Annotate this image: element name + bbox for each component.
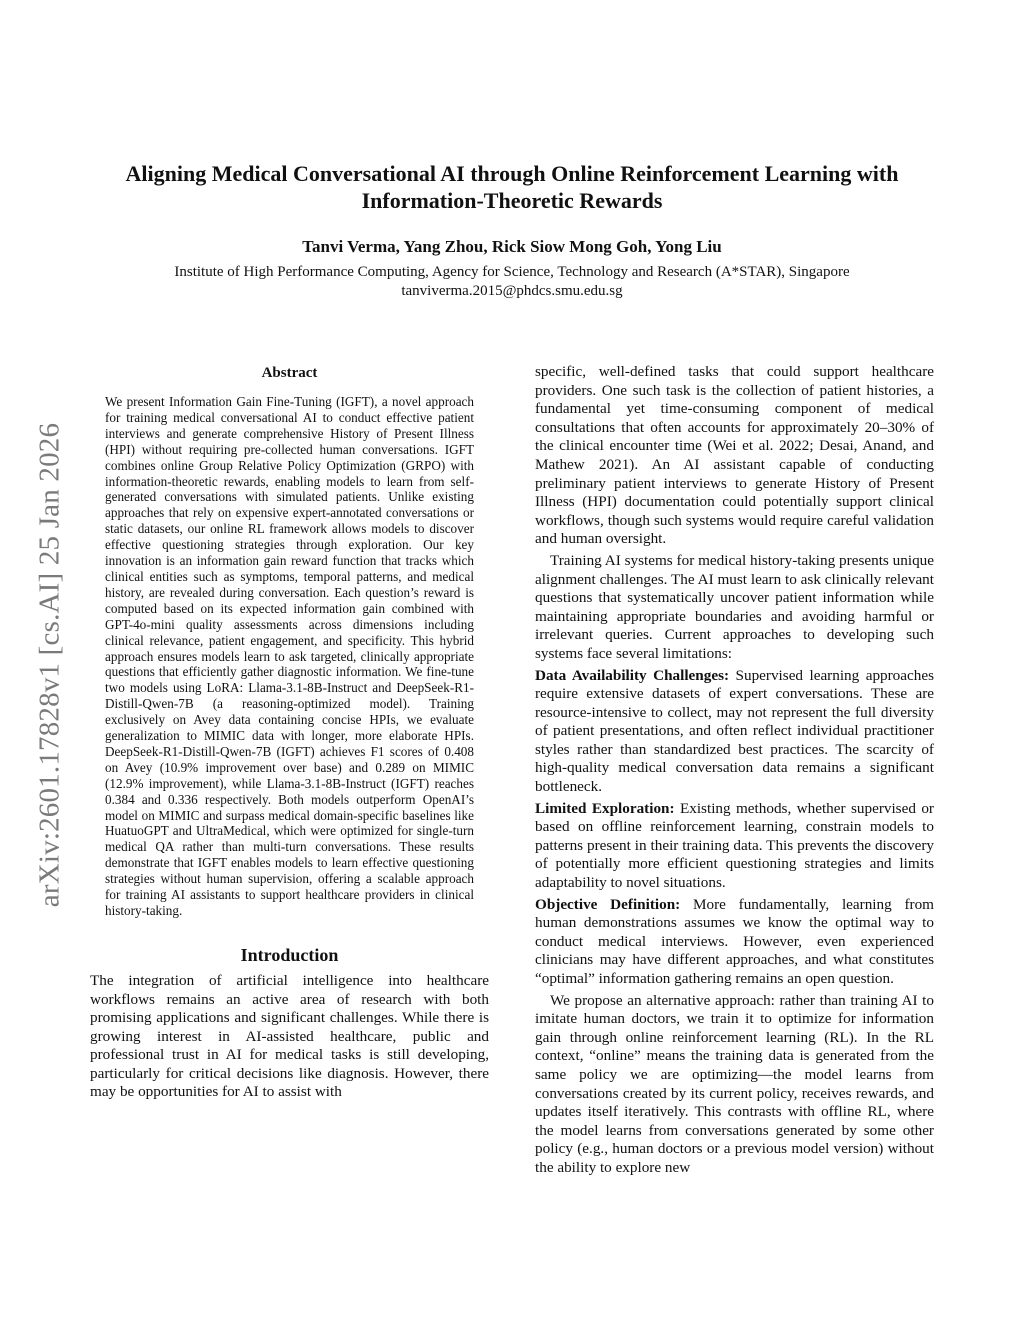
right-column xyxy=(535,363,934,1178)
challenge-limited-exploration xyxy=(535,800,934,893)
challenge-label: Data Availability Challenges: xyxy=(535,666,730,684)
arxiv-identifier-stamp: arXiv:2601.17828v1 [cs.AI] 25 Jan 2026 xyxy=(33,422,66,908)
abstract-text: We present Information Gain Fine-Tuning (IGFT), a novel approach for training medical conversational AI to conduct effective patient interviews and generate comprehensive History of Present Illness (HPI) without requiring pre-collected human conversations. IGFT combines online Group Relative Policy Optimization (GRPO) with information-theoretic rewards, enabling models to learn from self-generated conversations with simulated patients. Unlike existing approaches that rely on expensive expert-annotated conversations or static datasets, our online RL framework allows models to discover effective questioning strategies through exploration. Our key innovation is an information gain reward function that tracks which clinical entities such as symptoms, temporal patterns, and medical history, are revealed during conversation. Each question’s reward is computed based on its expected information gain combined with GPT-4o-mini quality assessments across dimensions including clinical relevance, patient engagement, and specificity. This hybrid approach ensures models learn to ask targeted, clinically appropriate questions that efficiently gather diagnostic information. We fine-tune two models using LoRA: Llama-3.1-8B-Instruct and DeepSeek-R1-Distill-Qwen-7B (a reasoning-optimized model). Training exclusively on Avey data containing concise HPIs, we evaluate generalization to MIMIC data with longer, more elaborate HPIs. DeepSeek-R1-Distill-Qwen-7B (IGFT) achieves F1 scores of 0.408 on Avey (10.9% improvement over base) and 0.289 on MIMIC (12.9% improvement), while Llama-3.1-8B-Instruct (IGFT) reaches 0.384 and 0.336 respectively. Both models outperform OpenAI’s model on MIMIC and surpass medical domain-specific baselines like HuatuoGPT and UltraMedical, which were optimized for single-turn medical QA rather than multi-turn conversations. These results demonstrate that IGFT enables models to learn effective questioning strategies without human supervision, offering a scalable approach for training AI assistants to support healthcare providers in clinical history-taking. xyxy=(105,394,474,918)
intro-paragraph-3: We propose an alternative approach: rather than training AI to imitate human doctors, we train it to optimize for information gain through online reinforcement learning (RL). In the RL context, “online” means the training data is generated from the same policy we are optimizing—the model learns from conversations created by its current policy, receives rewards, and updates itself iteratively. This contrasts with offline RL, where the model learns from conversations generated by some other policy (e.g., human doctors or a previous model version) without the ability to explore new xyxy=(535,991,934,1176)
challenge-label: Limited Exploration: xyxy=(535,799,675,817)
title-line-1: Aligning Medical Conversational AI through Online Reinforcement Learning with xyxy=(125,161,899,186)
paper-header xyxy=(80,160,944,301)
contact-email: tanviverma.2015@phdcs.smu.edu.sg xyxy=(401,283,623,299)
challenge-label: Objective Definition: xyxy=(535,895,681,913)
affiliation: Institute of High Performance Computing, Agency for Science, Technology and Research (A*STAR), Singapore xyxy=(174,264,850,280)
abstract-heading: Abstract xyxy=(261,365,318,381)
challenge-text: Supervised learning approaches require extensive datasets of expert conversations. These are resource-intensive to collect, may not represent the full diversity of patient presentations, and often reflect individual practitioner styles rather than standardized best practices. The scarcity of high-quality medical conversation data remains a significant bottleneck. xyxy=(535,666,935,796)
intro-paragraph-1-part-2: specific, well-defined tasks that could support healthcare providers. One such task is the collection of patient histories, a fundamental yet time-consuming component of medical consultations that often accounts for approximately 20–30% of the clinical encounter time (Wei et al. 2022; Desai, Anand, and Mathew 2021). An AI assistant capable of conducting preliminary patient interviews to generate History of Present Illness (HPI) documentation could potentially support clinical workflows, though such systems would require careful validation and human oversight. xyxy=(535,363,934,548)
challenge-text: More fundamentally, learning from human demonstrations assumes we know the optimal way to conduct medical interviews. However, even experienced clinicians may have different approaches, and what constitutes “optimal” information gathering remains an open question. xyxy=(535,895,934,987)
author-list: Tanvi Verma, Yang Zhou, Rick Siow Mong Goh, Yong Liu xyxy=(302,237,722,256)
challenge-text: Existing methods, whether supervised or based on offline reinforcement learning, constrain models to patterns present in their training data. This prevents the discovery of potentially more efficient questioning strategies and limits adaptability to novel situations. xyxy=(535,799,934,892)
paper-title xyxy=(80,160,944,214)
intro-paragraph-2: Training AI systems for medical history-taking presents unique alignment challenges. The AI must learn to ask clinically relevant questions that systematically uncover patient information while maintaining appropriate boundaries and avoiding harmful or irrelevant queries. Current approaches to developing such systems face several limitations: xyxy=(535,551,934,662)
intro-paragraph-1-part-1: The integration of artificial intelligence into healthcare workflows remains an active area of research with both promising applications and significant challenges. While there is growing interest in AI-assisted healthcare, public and professional trust in AI for medical tasks is still developing, particularly for critical decisions like diagnosis. However, there may be opportunities for AI to assist with xyxy=(90,971,489,1101)
challenge-objective-definition xyxy=(535,896,934,989)
challenge-data-availability xyxy=(535,667,934,797)
introduction-heading: Introduction xyxy=(240,944,339,965)
left-column xyxy=(90,363,489,1102)
title-line-2: Information-Theoretic Rewards xyxy=(361,188,663,213)
